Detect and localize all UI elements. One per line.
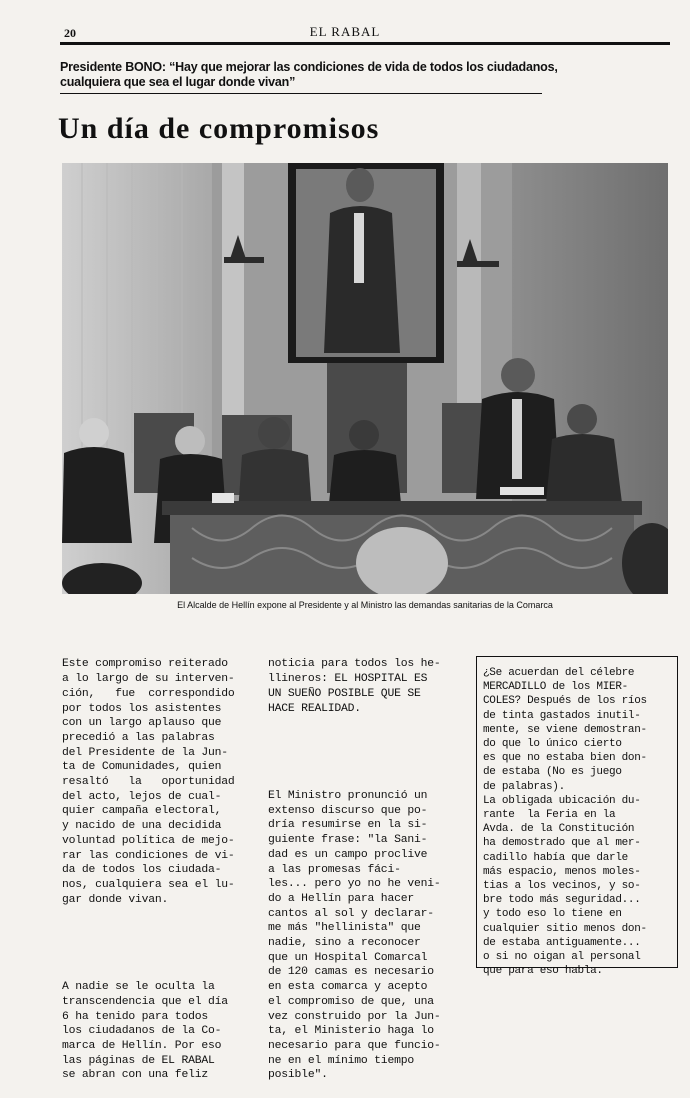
headline: Un día de compromisos	[58, 112, 380, 145]
column1-paragraph-2: A nadie se le oculta la transcendencia que el día 6 ha tenido para todos los ciudadanos de la Co- marca de Hellín. Por eso las páginas de EL RABAL se abran con una feliz	[62, 981, 228, 1082]
publication-name: EL RABAL	[309, 24, 381, 39]
kicker-line-2: cualquiera que sea el lugar donde vivan”	[60, 75, 296, 89]
column2-paragraph-2: El Ministro pronunció un extenso discurso que po- dría resumirse en la si- guiente frase: "la Sani- dad es un campo proclive a las promesas fáci- les... pero yo no he veni- do a Hellín para hacer cantos al sol y declarar- me más "hellinista" que nadie, sino a reconocer que un Hospital Comarcal de 120 camas es necesario en esta comarca y acepto el compromiso de que, una vez construido por la Jun- ta, el Ministerio haga lo necesario para que funcio- ne en el mínimo tiempo posible".	[268, 790, 441, 1082]
meeting-photo-illustration	[62, 163, 668, 594]
kicker-line-1: Presidente BONO: “Hay que mejorar las condiciones de vida de todos los ciudadanos,	[60, 60, 558, 74]
article-column-2	[268, 628, 458, 1098]
photo-caption: El Alcalde de Hellín expone al Presidente y al Ministro las demandas sanitarias de la Comarca	[177, 600, 553, 610]
kicker	[60, 60, 580, 90]
header-rule	[60, 42, 670, 45]
article-column-1	[62, 628, 252, 1098]
news-photo	[62, 163, 668, 594]
column2-paragraph-1: noticia para todos los he- llineros: EL HOSPITAL ES UN SUEÑO POSIBLE QUE SE HACE REALIDAD.	[268, 658, 441, 715]
sidebar-box-text: ¿Se acuerdan del célebre MERCADILLO de los MIER- COLES? Después de los ríos de tinta gastados inutil- mente, se viene demostran- do que lo único cierto es que no estaba bien don- de estaba (No es juego de palabras). La obligada ubicación du- rante la Feria en la Avda. de la Constitución ha demostrado que al mer- cadillo había que darle más espacio, menos moles- tias a los vecinos, y so- bre todo más seguridad... y todo eso lo tiene en cualquier sitio menos don- de estaba antiguamente... o si no oigan al personal que para eso habla.	[483, 667, 647, 978]
page-number: 20	[64, 26, 76, 40]
column1-paragraph-1: Este compromiso reiterado a lo largo de su interven- ción, fue correspondido por todos los asistentes con un largo aplauso que precedió a las palabras del Presidente de la Jun- ta de Comunidades, quien resaltó la oportunidad del acto, lejos de cual- quier campaña electoral, y nacido de una decidida voluntad política de mejo- rar las condiciones de vi- da de todos los ciudada- nos, cualquiera sea el lu- gar donde vivan.	[62, 658, 235, 906]
kicker-rule	[60, 93, 542, 94]
